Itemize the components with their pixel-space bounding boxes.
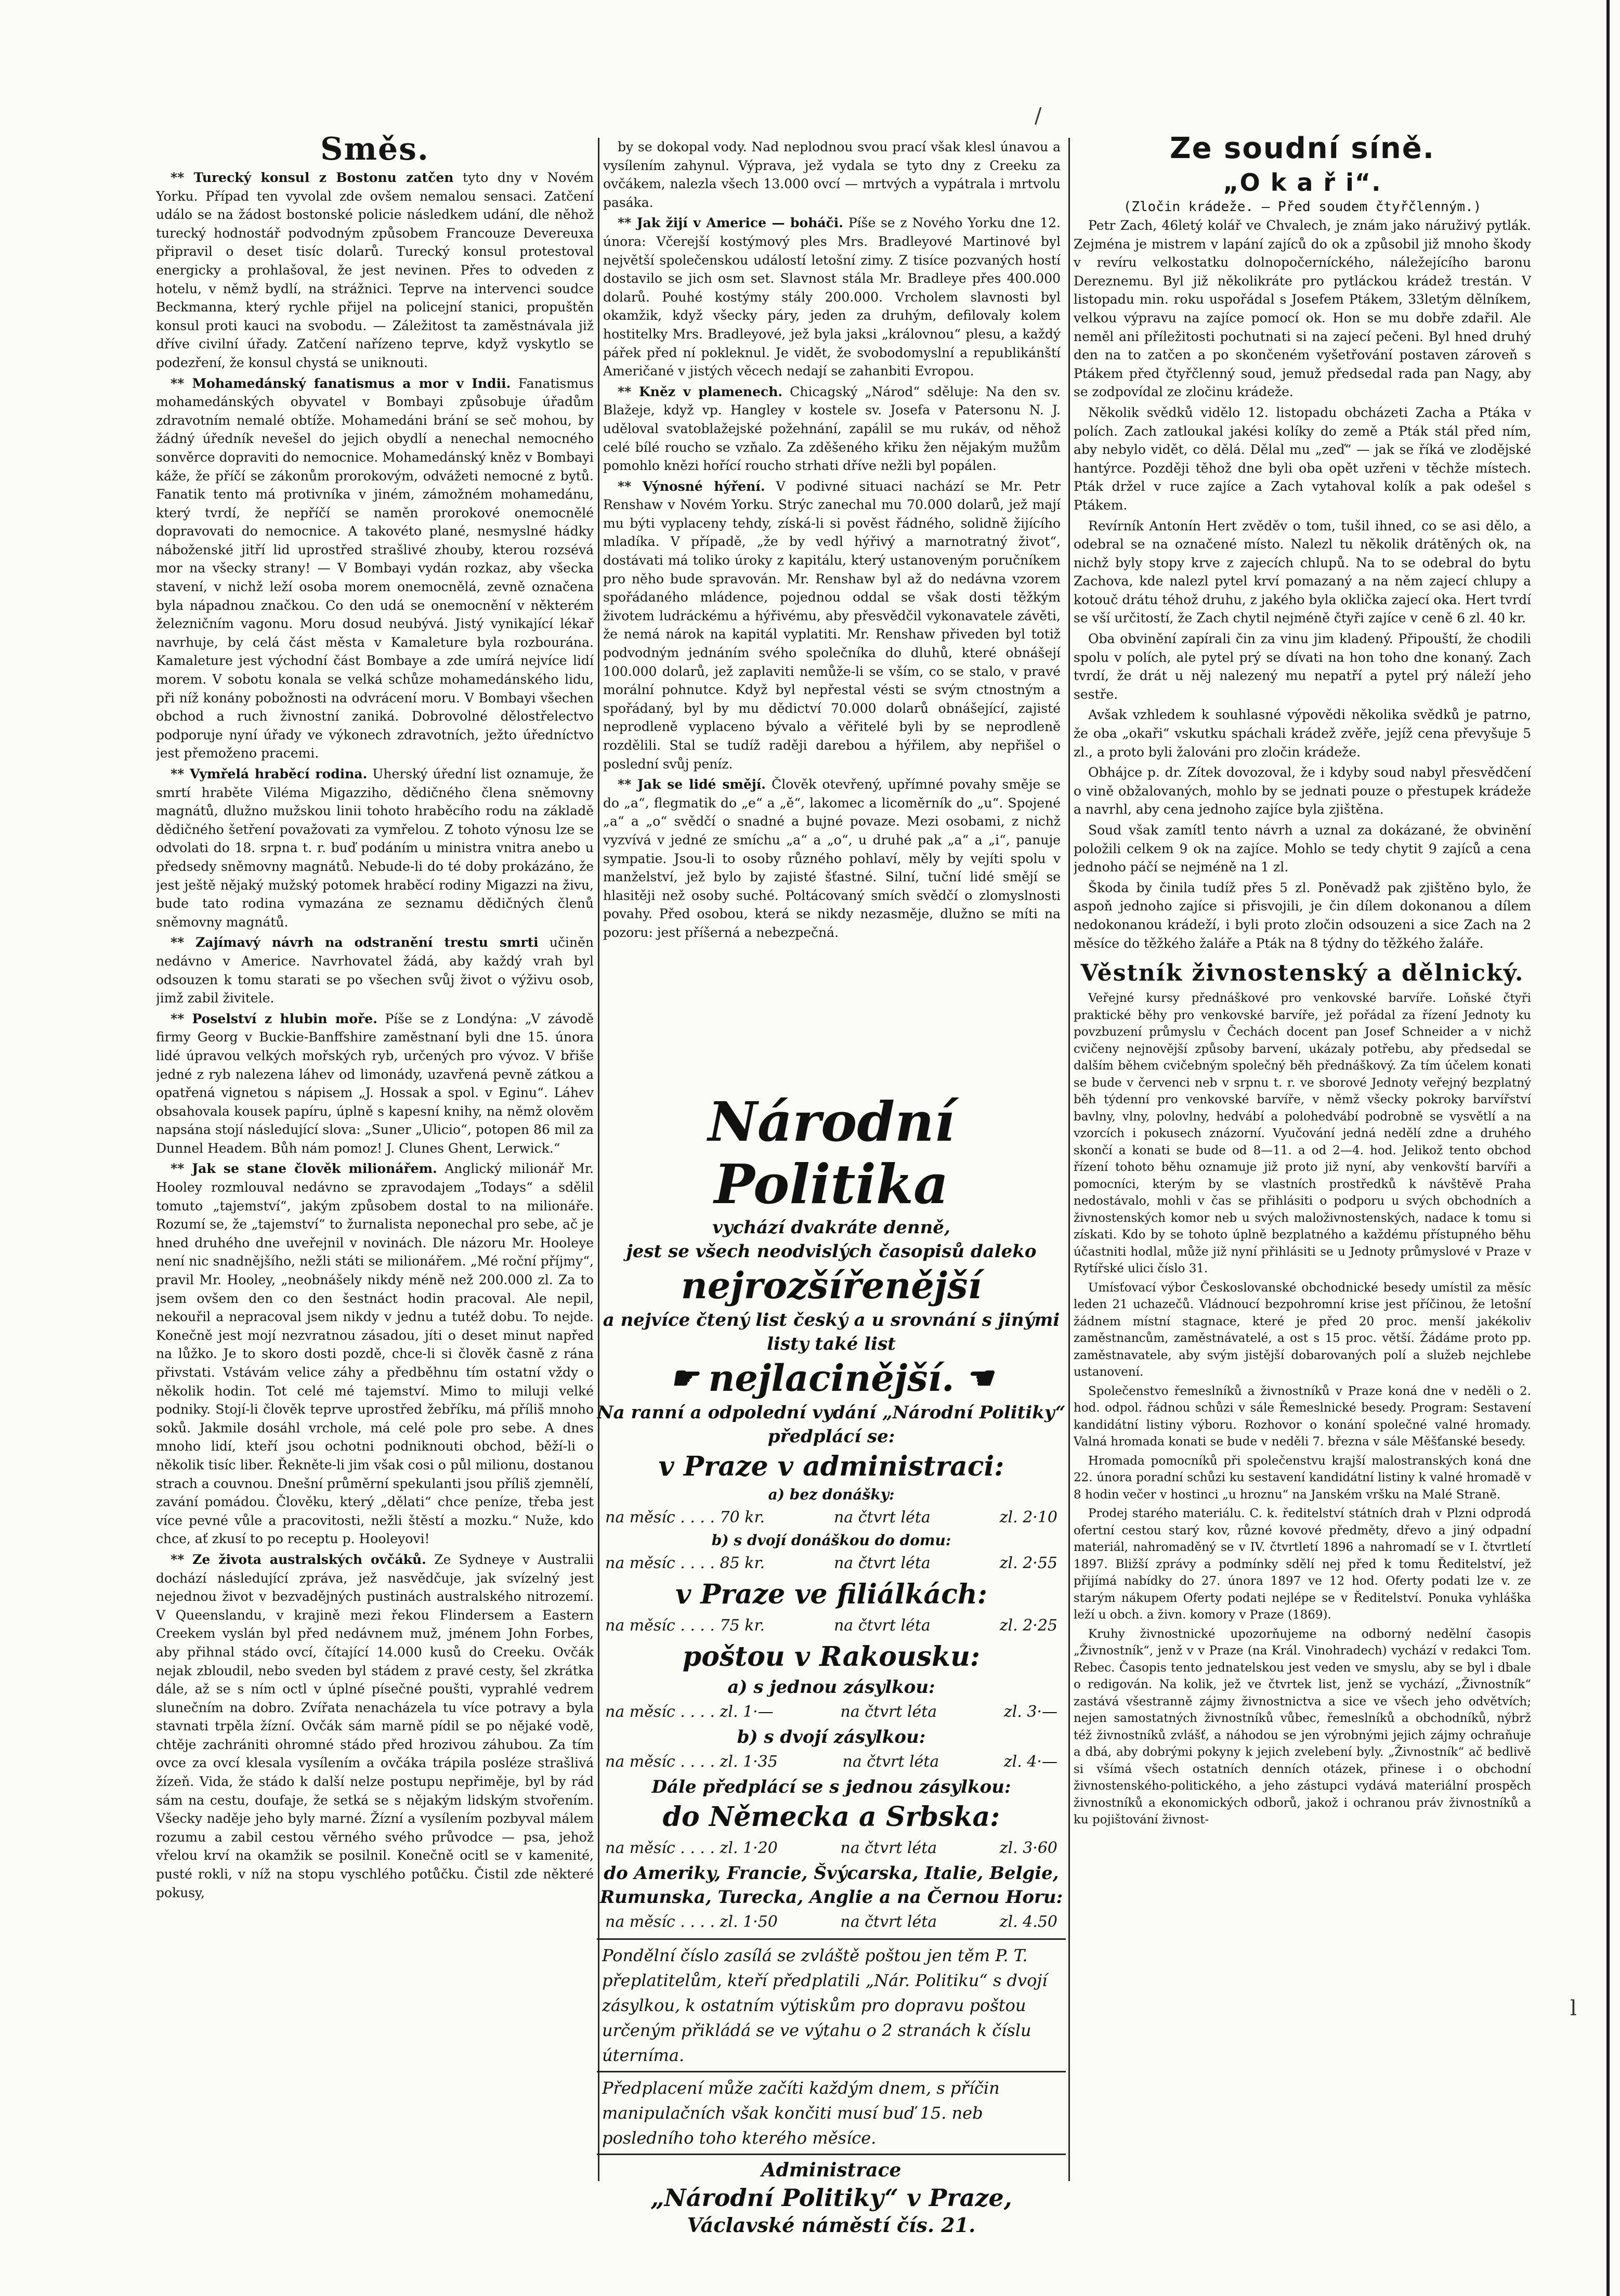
paragraph: Kruhy živnostnické upozorňujeme na odborný nedělní časopis „Živnostník“, jenž v v Praze (na Král. Vinohradech) vychází v redakci Tom. Rebec. Časopis tento jednatelskou jest veden ve smyslu, aby se byl i dbale o redigován. Na kolik, jež ve čtvrtek list, jenž se vychází, „Živnostník“ zastává všestranně zájmy živnostnictva a sice ve všech jeho odvětvích; nejen samostatných živnostníků vůbec, řemeslníků a obchodníků, nýbrž též živnostníků zvlášť, a náhodou se jen výrobnými jejich zájmy ochraňuje a dbá, aby dobrými pokyny k jejich zvelebení byly. „Živnostník“ ač bedlivě si všímá všech ostatních denních otázek, přinese i o obchodní živnostenského-politického, a jeho zástupci vydává materiální prospěch živnostníků a ekonomických odborů, jakož i ochranou práv živnostníků a ku pojištování živnost-: [1074, 1627, 1531, 1827]
advert-title: Národní Politika: [708, 1090, 955, 1216]
paragraph: Revírník Antonín Hert zvěděv o tom, tušil ihned, co se asi dělo, a odebral se na označené místo. Nalezl tu několik drátěných ok, na nichž byly stopy krve z zajecích chlupů. Na to se odebral do bytu Zachova, kde nalezl pytel krví pomazaný a na něm zajecí chlupy a kotouč drátu téhož druhu, z jakého byla oklička zajecí oka. Hert tvrdí se vší určitostí, že Zach chytil nejméně čtyři zajíce v ceně 6 zl. 40 kr.: [1074, 518, 1531, 626]
price-row-a-mid: na čtvrt léta: [833, 1508, 931, 1527]
article: [603, 138, 1061, 212]
column-right: [1074, 130, 1531, 2272]
price-row-a-right: zl. 2·10: [999, 1508, 1057, 1527]
price-row-am: [597, 1909, 1066, 1935]
article: [156, 765, 594, 931]
article-text: Uherský úřední list oznamuje, že smrtí hraběte Viléma Migazziho, dědičného člena sněmovny magnátů, dlužno mužskou linii tohoto hraběcího rodu na základě dědičného šetření považovati za vymřelou. Z tohoto výnosu lze se odvolati do 18. srpna t. r. buď podáním u ministra vnitra anebo u předsedy sněmovny magnátů. Nebude-li do té doby prokázáno, že jest ještě nějaký mužský potomek hraběcí rodiny Migazzi na živu, bude tato rodina vymazána ze seznamu dědičných členů sněmovny magnátů.: [156, 766, 594, 930]
article-lead: ** Vymřelá hraběcí rodina.: [171, 766, 368, 781]
paragraph: Soud však zamítl tento návrh a uznal za dokázané, že obvinění položili celkem 9 ok na zajíce. Mohlo se tedy chytit 9 zajíců a cena jednoho páčí se nejméně na 1 zl.: [1074, 823, 1531, 875]
advert-sec-rakousko: poštou v Rakousku:: [682, 1641, 981, 1673]
article-text: Píše se z Londýna: „V závodě firmy Georg v Buckie-Banffshire zaměstnaní byli dne 15. února lidé úpravou velkých mořských ryb, určených pro vývoz. V břiše jedné z ryb nalezena láhev od limonády, uzavřená pevně zátkou a opatřená vignetou s nápisem „J. Hossak a spol. v Eginu“. Láhev obsahovala kousek papíru, úplně s kapesní knihy, na němž olověm napsána stojí následující slova: „Suner „Ulicio“, potopen 86 mil za Dunnel Headem. Bůh nám pomoz! J. Clunes Ghent, Lerwick.“: [156, 1011, 594, 1156]
price-row-d-right: zl. 4·—: [1003, 1753, 1057, 1771]
article: [156, 1550, 594, 1902]
price-row-d-mid: na čtvrt léta: [842, 1753, 939, 1771]
article-text: Fanatismus mohamedánských obyvatel v Bombayi způsobuje úřadům zdravotním nemalé obtíže. Mohamedáni brání se seč mohou, by žádný úředník nevešel do jejich obydlí a nenechal nemocného sonvěrce dopraviti do nemocnice. Mohamedánský kněz v Bombayi káže, že příčí se zákonům prorokovým, odvážeti nemocné z bytů. Fanatik tento má protivníka v jiném, zámožném mohamedánu, který tvrdí, že nepříčí se naměn prorokové onemocnělé dopravovati do nemocnice. A takovéto plané, nesmyslné hádky náboženské jitří lid uprostřed strašlivé zhouby, kterou rozsévá mor na všecky strany! — V Bombayi vydán rozkaz, aby všecka stavení, v nichž leží osoba morem onemocnělá, zevně označena byla nápadnou značkou. Co den udá se onemocnění v některém železničním vagonu. Moru dosud neubývá. Jistý vynikající lékař navrhuje, by celá část města v Kamaleture byla rozbourána. Kamaleture jest východní část Bombaye a zde umírá nejvíce lidí morem. V sobotu konala se velká schůze mohamedánského lidu, při níž konány pobožnosti na odvrácení moru. V Bombayi všechen obchod a ruch živnostní zaniká. Dobrovolné dělostřelectvo podporuje nyní úřady ve výkonech zdravotních, ježto úředníctvo jest přemoženo pracemi.: [156, 375, 594, 761]
advert-big-2: nejlacinější.: [708, 1356, 955, 1400]
article-text: Chicagský „Národ“ sděluje: Na den sv. Blažeje, když vp. Hangley v kostele sv. Josefa v Patersonu N. J. uděloval svatoblažejské požehnání, zapálil se mu rukáv, od něhož celé bílé roucho se vzňalo. Za zděšeného křiku žen nějakým mužům pomohlo knězi hořící roucho strhati dříve nežli byl popálen.: [603, 384, 1061, 474]
advert-sub-a: a) bez donášky:: [768, 1486, 895, 1503]
left-articles: [156, 168, 594, 1902]
section-heading-vestnik: Věstník živnostenský a dělnický.: [1080, 960, 1524, 987]
article-text: učiněn nedávno v Americe. Navrhovatel žádá, aby každý vrah byl odsouzen k tomu starati se po všechen svůj život o výživu osob, jimž zabil živitele.: [156, 935, 594, 1006]
advert-admin-addr: Václavské náměstí čís. 21.: [687, 2213, 976, 2237]
middle-articles: [603, 138, 1061, 942]
advert-line-6: do Ameriky, Francie, Švýcarska, Italie, Belgie, Rumunska, Turecka, Anglie a na Černou Horu:: [599, 1863, 1063, 1908]
advert-line-1: vychází dvakráte denně,: [712, 1217, 950, 1238]
advert-sub-dvoji: b) s dvojí zásylkou:: [737, 1727, 926, 1747]
article-lead: ** Výnosné hýření.: [618, 478, 765, 494]
right-paragraphs: [1074, 216, 1531, 953]
column-middle: [603, 138, 1061, 1079]
price-row-a-left: na měsíc . . . . 70 kr.: [605, 1508, 765, 1527]
price-row-n-left: na měsíc . . . . zl. 1·20: [605, 1839, 778, 1857]
article-text: Anglický milionář Mr. Hooley rozmlouval nedávno se zpravodajem „Todays“ a sdělil tomuto „tajemství“, jakým způsobem dostal to na milionáře. Rozumí se, že „tajemství“ to žurnalista neponechal pro sebe, ač je hned druhého dne uveřejnil v novinách. Dle názoru Mr. Hooleye není nic snadnějšího, nežli státi se milionářem. „Mé roční příjmy“, pravil Mr. Hooley, „neobnášely nikdy méně než 200.000 zl. Za to jsem ovšem den co den šestnáct hodin pracoval. Ale nepil, nekouřil a nepracoval jsem nikdy v jednu a tutéž dobu. To nejde. Konečně jest mojí nezvratnou zásadou, jíti o deset minut napřed na lůžko. Je to skoro dosti pozdě, chce-li si člověk časně z rána přivstati. Vstávám velice záhy a předběhnu tím ostatní vždy o několik hodin. Tot celé mé tajemství. Mimo to miluji velké podniky. Stojí-li člověk teprve uprostřed žebříku, má příliš mnoho soků. Jakmile dosáhl vrchole, má celé pole pro sebe. A dnes mnoho lidí, kteří jsou ochotni podniknouti obchod, běží-li o několik tisíc liber. Řekněte-li jim však cosi o půl milionu, dostanou strach a couvnou. Dnešní průměrní spekulanti jsou příliš zjemnělí, zavání pomádou. Člověku, který „dělati“ chce peníze, třeba jest více pevné vůle a pracovitosti, nežli štěstí a mozku.“ Nuže, kdo chce, ať zkusí to po receptu p. Hooleyovi!: [156, 1161, 594, 1547]
price-row-j: [597, 1699, 1066, 1725]
price-row-a: [597, 1505, 1066, 1531]
section-heading-soudni: Ze soudní síně.: [1169, 132, 1435, 165]
article: [156, 1010, 594, 1158]
right-pointer-icon: ☚: [964, 1360, 993, 1397]
article: [156, 374, 594, 763]
article: [156, 168, 594, 372]
article-lead: ** Jak se stane člověk milionářem.: [171, 1161, 437, 1177]
price-row-n-right: zl. 3·60: [999, 1839, 1057, 1857]
subtitle-zlocin: (Zločin krádeže. — Před soudem čtyřčlenným.): [1123, 199, 1482, 215]
paragraph: Několik svědků vidělo 12. listopadu obcházeti Zacha a Ptáka v polích. Zach zatloukal jakési kolíky do země a Pták stál před ním, aby nebylo vidět, co dělá. Dělal mu „zeď“ — jak se říká ve zlodějské hantýrce. Později těhož dne byli oba opět uzřeni v těchže místech. Pták držel v ruce zajíce a Zach vytahoval kolík a pak odešel s Ptákem.: [1074, 405, 1531, 513]
article-lead: ** Jak žijí v Americe — boháči.: [618, 215, 844, 231]
advert-sub-jedna: a) s jednou zásylkou:: [727, 1677, 935, 1698]
advert-separator-1: [597, 1938, 1066, 1940]
margin-mark-right: l: [1570, 1997, 1577, 2020]
paragraph: Hromada pomocníků při společenstvu krajší malostranských koná dne 22. února poradní schůzi ku sestavení kandidátní listiny k valné hromadě v 8 hodin večer v hostinci „u hroznu“ na Janském vršku na Malé Straně.: [1074, 1454, 1531, 1502]
article: [156, 1159, 594, 1548]
article-lead: ** Jak se lidé smějí.: [618, 777, 766, 792]
advert-line-2: jest se všech neodvislých časopisů daleko: [626, 1241, 1037, 1262]
article-text: V podivné situaci nachází se Mr. Petr Renshaw v Novém Yorku. Strýc zanechal mu 70.000 dolarů, jež mají mu býti vyplaceny tehdy, získá-li si pověst řádného, solidně žijícího mladíka. V případě, „že by vedl hýřivý a marnotratný život“, dostávati má toliko úroky z kapitálu, který ustanoveným poručníkem pro něho bude spravován. Mr. Renshaw byl až do nedávna vzorem spořádaného mládence, pojednou oddal se však dosti těžkým životem ludráckému a hýřivému, aby přesvědčil vykonavatele závěti, že nemá nárok na kapitál vyplatiti. Mr. Renshaw přiveden byl totiž podvodným jednáním svého společníka do dluhů, které obnášejí 100.000 dolarů, jež zaplaviti nemůže-li se vším, co se stalo, v pravé morální pohnutce. Když byl nepřestal vésti se svým ctnostným a spořádaný, byl by mu dědictví 70.000 dolarů obnášející, zajisté neprodleně vyplaceno bývalo a věřitelé byli by se neprodleně rozdělili. Stal se tudíž raději darebou a hýřilem, aby nepřišel o poslední svůj peníz.: [603, 478, 1061, 772]
article-lead: ** Turecký konsul z Bostonu zatčen: [171, 170, 454, 185]
page-edge-border: [1606, 0, 1610, 2296]
price-row-n: [597, 1835, 1066, 1861]
price-row-j-mid: na čtvrt léta: [840, 1703, 937, 1721]
article-lead: ** Ze života australských ovčáků.: [171, 1551, 426, 1567]
article-text: tyto dny v Novém Yorku. Případ ten vyvolal zde ovšem nemalou sensaci. Zatčení událo se na žádost bostonské policie následkem udání, dle něhož turecký hodnostář podvodným způsobem Francouze Devereuxa připravil o deset tisíc dolarů. Turecký konsul protestoval energicky a prohlašoval, že jest nevinen. Přes to odveden z hotelu, v němž bydlí, na strážnici. Teprve na intervenci soudce Beckmanna, který rychle přijel na policejní stanici, propuštěn konsul proti kauci na svobodu. — Záležitost ta zaměstnávala již dříve civilní úřady. Zatčení nařízeno teprve, když vyskytlo se podezření, že konsul chystá se uniknouti.: [156, 170, 594, 370]
paragraph: Veřejné kursy přednáškové pro venkovské barvíře. Loňské čtyři praktické běhy pro venkovské barvíře, jež pořádal za řízení Jednoty ku povzbuzení průmyslu v Čechách docent pan Josef Schneider a v nichž cvičeny nejnovější způsoby barvení, ukázaly potřebu, aby předsedal se dalším během cvičebným společný běh přednáškový. Za tím účelem konati se bude v červenci neb v srpnu t. r. ve sborové Jednoty veřejný bezplatný běh týdenní pro venkovské barvíře, v němž všecky pokroky barvířství bavlny, vlny, polovlny, hedvábí a polohedvábí podrobně se vysvětlí a na vzorcích i pokusech znázorní. Vyučování jedná nedělí zdne a druhého skončí a konati se bude od 8—11. a od 2—4. hod. Jelikož tento obchod řízení tohoto běhu oznamuje již proto již nyní, aby venkovští barvíři a pomocníci, kterým by se vlastních prostředků k návštěvě Praha nedostávalo, mohli v čas se přihlásiti o podporu u svých obchodních a živnostenských komor neb u svých maloživnostenských, nadace k tomu si získati. Kdo by se tohoto úplně bezplatného a každému přístupného běhu účastniti hodlal, může již nyní přihlásiti se u Jednoty průmyslové v Praze v Rytířské ulici číslo 31.: [1074, 992, 1531, 1276]
advert-note-2: Předplacení může začíti každým dnem, s příčin manipulačních však končiti musí buď 15. neb posledního toho kterého měsíce.: [602, 2078, 1000, 2148]
paragraph: Umísťovací výbor Českoslovanské obchodnické besedy umístil za měsíc leden 21 uchazečů. Vládnoucí bezpohromní krise jest příčinou, že letošní žádnem místní stagnace, které je před 20 proc. menší jakékoliv zaměstnancům, zaměstnávatelé, a ost s 15 proc. větší. Žádáme proto pp. zaměstnavatele, aby svým jistější dobarovaných polí a služeb nejchlebe ustanovení.: [1074, 1281, 1531, 1379]
article-text: Člověk otevřený, upřímné povahy směje se do „a“, flegmatik do „e“ a „ě“, lakomec a licoměrník do „u“. Spojené „a“ a „o“ svědčí o snadné a bujné povaze. Mezi osobami, z nichž vyzvívá v jedné ze smíchu „a“ a „o“, u druhé pak „a“ a „i“, panuje sympatie. Jsou-li to osoby různého pohlaví, měly by vejíti spolu v manželství, jež bylo by zajisté šťastné. Silní, tuční lidé smějí se hlasitěji než osoby suché. Poltácovaný smích svědčí o zlomyslnosti povahy. Před osobou, která se nikdy nezasměje, dlužno se míti na pozoru: jest příšerná a nebezpečná.: [603, 777, 1061, 940]
paragraph: Prodej starého materiálu. C. k. ředitelství státních drah v Plzni odprodá ofertní cestou starý kov, různé kovové předměty, dřevo a jiný odpadní materiál, nahromaděný se v IV. čtvrtletí 1896 a nahromadí se v I. čtvrtletí 1897. Bližší zprávy a podmínky sdělí nej před k tomu Ředitelství, jež přijímá nabídky do 27. února 1897 ve 12 hod. Oferty podati lze v. ze starým nákupem Oferty podati nejlépe se v Ředitelství. Ponuka vyhláška leží u obch. a živn. komory v Praze (1869).: [1074, 1507, 1531, 1622]
article: [603, 775, 1061, 942]
left-pointer-icon: ☛: [670, 1360, 698, 1397]
article-lead: ** Zajímavý návrh na odstranění trestu smrti: [171, 935, 539, 950]
paragraph: Avšak vzhledem k souhlasné výpovědi několika svědků je patrno, že oba „okaři“ vskutku spáchali krádež zvěře, jejíž cena převyšuje 5 zl., a proto byli žalováni pro zločin krádeže.: [1074, 707, 1531, 760]
advert-narodni-politika: [597, 1086, 1066, 2237]
price-row-j-right: zl. 3·—: [1003, 1703, 1057, 1721]
price-row-f-left: na měsíc . . . . 75 kr.: [605, 1616, 765, 1635]
price-row-b: [597, 1550, 1066, 1576]
advert-separator-2: [597, 2071, 1066, 2072]
price-row-d-left: na měsíc . . . . zl. 1·35: [605, 1753, 778, 1771]
paragraph: Petr Zach, 46letý kolář ve Chvalech, je znám jako náruživý pytlák. Zejména je mistrem v lapání zajíců do ok a způsobil již mnoho škody v revíru velkostatku dolnopočerníckého, náležejícího baronu Dereznemu. Byl již několikráte pro pytláckou krádež trestán. V listopadu min. roku uspořádal s Josefem Ptákem, 33letým dělníkem, velkou výpravu na zajíce pomocí ok. Hon se mu dobře zdařil. Ale neměl ani příležitosti pochutnati si na zajecí pečeni. Byl hned druhý den na to zatčen a po skončeném vyšetřování postaven zároveň s Ptákem před čtyřčlenný soud, jemuž předsedal rada pan Nagy, aby se zodpovídal ze zločinu krádeže.: [1074, 218, 1531, 400]
price-row-d: [597, 1749, 1066, 1775]
article-lead: ** Poselství z hlubin moře.: [171, 1011, 377, 1026]
column-left: [156, 130, 594, 2272]
article-text: Píše se z Nového Yorku dne 12. února: Včerejší kostýmový ples Mrs. Bradleyové Martinové byl největší společenskou událostí letošní zimy. Z tisíce pozvaných hostí dostavilo se jich osm set. Slavnost stála Mr. Bradleye přes 400.000 dolarů. Pouhé kostýmy stály 200.000. Vrcholem slavnosti byl okamžik, když všecky páry, jeden za druhým, defilovaly kolem hostitelky Mrs. Bradleyové, jež byla jaksi „královnou“ plesu, a každý pářek před ní pokleknul. Je vidět, že svobodomyslní a republikánští Američané v jistých věcech nedají se zahanbiti Evropou.: [603, 215, 1061, 379]
paragraph: Společenstvo řemeslníků a živnostníků v Praze koná dne v neděli o 2. hod. odpol. řádnou schůzi v sále Řemeslnické besedy. Program: Sestavení kandidátní listiny výboru. Rozhovor o konání společné valné hromady. Valná hromada konati se bude v neděli 7. března v sále Měšťanské besedy.: [1074, 1384, 1531, 1449]
article-lead: ** Mohamedánský fanatismus a mor v Indii.: [171, 375, 511, 391]
margin-mark-top: /: [1035, 104, 1042, 128]
advert-note-1: Pondělní číslo zasílá se zvláště poštou jen těm P. T. přeplatitelům, kteří předplatili „Nár. Politiku“ s dvojí zásylkou, k ostatním výtiskům pro dopravu poštou určeným přikládá se ve výtahu o 2 stranách k číslu úterníma.: [602, 1946, 1048, 2065]
price-row-am-left: na měsíc . . . . zl. 1·50: [605, 1913, 778, 1931]
subheading-okari: „O k a ř i“.: [1223, 168, 1382, 197]
advert-sec-filialky: v Praze ve filiálkách:: [675, 1578, 987, 1610]
advert-big-2-row: [597, 1356, 1066, 1401]
advert-separator-3: [597, 2154, 1066, 2155]
advert-line-3: a nejvíce čtený list český a u srovnání s jinými listy také list: [603, 1310, 1060, 1354]
price-row-am-right: zl. 4.50: [999, 1913, 1057, 1931]
paragraph: Škoda by činila tudíž přes 5 zl. Poněvadž pak zjištěno bylo, že aspoň jednoho zajíce si přisvojili, je čin dílem dokonanou a dílem nedokonanou krádeží, i byli proto zločin odsouzeni a sice Zach na 2 měsíce do těžkého žaláře a Pták na 8 týdny do těžkého žaláře.: [1074, 880, 1531, 951]
article: [603, 383, 1061, 475]
price-row-b-right: zl. 2·55: [999, 1554, 1057, 1572]
price-row-j-left: na měsíc . . . . zl. 1·—: [605, 1703, 774, 1721]
price-row-n-mid: na čtvrt léta: [840, 1839, 937, 1857]
advert-admin-name: „Národní Politiky“ v Praze,: [650, 2184, 1012, 2212]
advert-big-1: nejrozšířenější: [681, 1264, 982, 1307]
section-heading-smes: Směs.: [320, 131, 429, 167]
price-row-f-right: zl. 2·25: [999, 1616, 1057, 1635]
article: [603, 477, 1061, 774]
article-text: by se dokopal vody. Nad neplodnou svou prací však klesl únavou a vysílením zahynul. Výprava, jež vydala se tyto dny z Creeku za ovčákem, nalezla všech 13.000 ovcí — mrtvých a vypátrala i mrtvolu pasáka.: [603, 139, 1061, 210]
advert-sec-praha-admin: v Praze v administraci:: [658, 1451, 1004, 1482]
price-row-am-mid: na čtvrt léta: [840, 1913, 937, 1931]
right-paragraphs-2: [1074, 990, 1531, 1829]
advert-sec-nemecko: do Německa a Srbska:: [662, 1801, 1000, 1833]
advert-sub-b: b) s dvojí donáškou do domu:: [711, 1532, 951, 1549]
price-row-f-mid: na čtvrt léta: [833, 1616, 931, 1635]
article-lead: ** Kněz v plamenech.: [618, 384, 783, 399]
advert-line-4: Na ranní a odpolední vydání „Národní Politiky“ předplácí se:: [597, 1402, 1066, 1447]
article: [603, 214, 1061, 380]
paragraph: Obhájce p. dr. Zítek dovozoval, že i kdyby soud nabyl přesvědčení o vině obžalovaných, mohlo by se jednati pouze o přestupek krádeže a navrhl, aby cena jednoho zajíce byla zjištěna.: [1074, 765, 1531, 817]
article: [156, 933, 594, 1007]
price-row-b-left: na měsíc . . . . 85 kr.: [605, 1554, 765, 1572]
article-text: Ze Sydneye v Australii dochází následující zpráva, jež nasvědčuje, jak svízelný jest nejednou život v bezvadějných pustinách australského nitrozemí. V Queenslandu, v krajině mezi řekou Flindersem a Eastern Creekem vyslán byl před nedávnem muž, jménem John Forbes, aby přihnal stádo ovcí, čítající 14.000 kusů do Creeku. Ovčák nejak zbloudil, nebo sveden byl stádem z pravé cesty, šel zkrátka dále, až se s ním octl v úplné písečné poušti, vyprahlé vedrem slunečním na dobro. Zvířata nenacházela tu více potravy a byla stavnati trpěla žízní. Ovčák sám marně pídil se po nějaké vodě, chtěje zachrániti ohromné stádo před hrozivou záhubou. Za tím ovce za ovcí klesala vysílením a ovčáka trápila posléze strašlivá žízeň. Vida, že stádo k další nelze postupu nepřiměje, byl by rád sám na cestu, doufaje, že setká se s nějakým lidským stvořením. Všecky naděje jeho byly marné. Žízní a vysílením pozbyval málem rozumu a zabil cestou věrného svého průvodce — psa, jehož vřelou krví na okamžik se posilnil. Konečně ocitl se v kamenité, pusté rokli, v níž na stopu vyschlého potůčku. Čistil zde některé pokusy,: [156, 1551, 594, 1900]
price-row-b-mid: na čtvrt léta: [833, 1554, 931, 1572]
price-row-f: [597, 1613, 1066, 1639]
column-divider-2: [1068, 138, 1070, 2181]
advert-admin-head: Administrace: [761, 2159, 902, 2181]
advert-line-5: Dále předplácí se s jednou zásylkou:: [651, 1777, 1011, 1797]
paragraph: Oba obvinění zapírali čin za vinu jim kladený. Připouští, že chodili spolu v polích, ale pytel prý se dívati na hon toho dne konaný. Zach tvrdí, že drát u něj nalezený mu nepatří a pytel prý náleží jeho sestře.: [1074, 631, 1531, 702]
